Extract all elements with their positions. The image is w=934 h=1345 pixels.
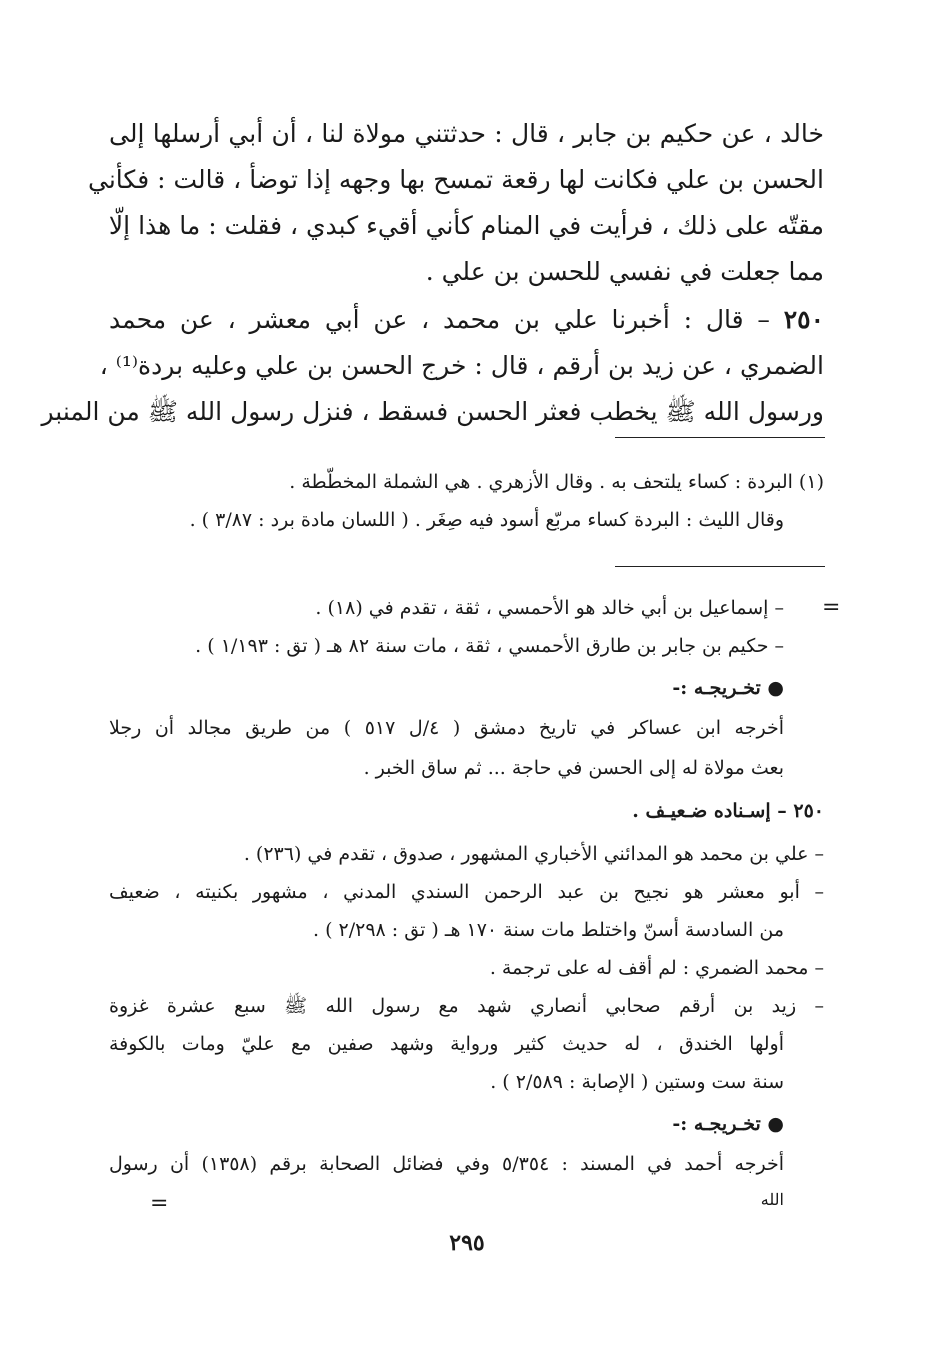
- end-marker: =: [150, 1191, 169, 1216]
- takhrij-last-word: الله: [760, 1190, 784, 1209]
- takhrij-text-line: أخرجه أحمد في المسند : ٥/٣٥٤ وفي فضائل الصحابة برقم (١٣٥٨) أن رسول: [109, 1153, 784, 1175]
- narrator-line: – علي بن محمد هو المدائني الأخباري المشهور ، صدوق ، تقدم في (٢٣٦) .: [243, 843, 824, 865]
- narrator-line: – أبو معشر هو نجيح بن عبد الرحمن السندي المدني ، مشهور بكنيته ، ضعيف: [109, 881, 824, 903]
- hadith-250-line: ورسول الله ﷺ يخطب فعثر الحسن فسقط ، فنزل رسول الله ﷺ من المنبر: [41, 397, 824, 426]
- narrator-line: من السادسة أسنّ واختلط مات سنة ١٧٠ هـ ( تق : ٢/٢٩٨ ) .: [313, 919, 784, 941]
- narrator-line: – حكيم بن جابر بن طارق الأحمسي ، ثقة ، مات سنة ٨٢ هـ ( تق : ١/١٩٣ ) .: [195, 635, 784, 657]
- main-text-line: الحسن بن علي فكانت لها رقعة تمسح بها وجهه إذا توضأ ، قالت : فكأني: [88, 165, 824, 194]
- main-text-line: مقتّه على ذلك ، فرأيت في المنام كأني أقيء كبدي ، فقلت : ما هذا إلّا: [108, 211, 824, 240]
- page-number: ٢٩٥: [449, 1230, 485, 1256]
- narrator-line: سنة ست وستين ( الإصابة : ٢/٥٨٩ ) .: [490, 1071, 784, 1093]
- main-text-line: خالد ، عن حكيم بن جابر ، قال : حدثتني مولاة لنا ، أن أبي أرسلها إلى: [109, 119, 824, 148]
- narrator-line: – إسماعيل بن أبي خالد هو الأحمسي ، ثقة ، تقدم في (١٨) .: [315, 597, 784, 619]
- footnote-separator: [615, 437, 825, 438]
- narrator-line: – زيد بن أرقم صحابي أنصاري شهد مع رسول الله ﷺ سبع عشرة غزوة: [109, 995, 824, 1017]
- narrator-line: أولها الخندق ، له حديث كثير ورواية وشهد صفين مع عليّ ومات بالكوفة: [109, 1033, 784, 1055]
- hadith-250-line: الضمري ، عن زيد بن أرقم ، قال : خرج الحسن بن علي وعليه بردة⁽¹⁾ ،: [99, 351, 824, 380]
- hadith-250-first-line: [109, 298, 824, 342]
- isnad-heading: ٢٥٠ – إسـناده ضـعيـف .: [632, 800, 824, 822]
- footnote-1-continuation: وقال الليث : البردة كساء مربّع أسود فيه صِغَر . ( اللسان مادة برد : ٣/٨٧ ) .: [189, 509, 784, 531]
- takhrij-text-line: بعث مولاة له إلى الحسن في حاجة ... ثم ساق الخبر .: [363, 757, 784, 779]
- continuation-marker: =: [822, 595, 841, 620]
- narrator-line: – محمد الضمري : لم أقف له على ترجمة .: [489, 957, 824, 979]
- takhrij-heading: ● تخـريجـه :-: [672, 1113, 784, 1135]
- commentary-separator: [615, 566, 825, 567]
- main-text-line: مما جعلت في نفسي للحسن بن علي .: [425, 257, 824, 286]
- hadith-number: ٢٥٠: [783, 305, 825, 334]
- takhrij-text-line: أخرجه ابن عساكر في تاريخ دمشق ( ٤/ل ٥١٧ ) من طريق مجالد أن رجلا: [109, 717, 784, 739]
- takhrij-heading: ● تخـريجـه :-: [672, 677, 784, 699]
- hadith-250-line: – قال : أخبرنا علي بن محمد ، عن أبي معشر ، عن محمد: [109, 305, 770, 334]
- footnote-1: (١) البردة : كساء يلتحف به . وقال الأزهري . هي الشملة المخطّطة .: [289, 471, 824, 493]
